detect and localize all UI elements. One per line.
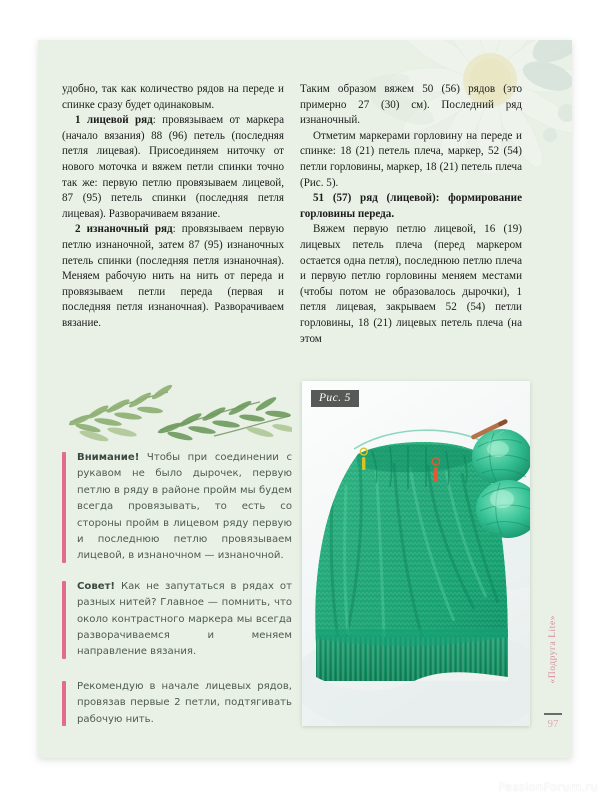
page-number: 97	[547, 718, 559, 730]
paragraph-text: удобно, так как количество рядов на переде и спинке сразу будет одинаковым.	[62, 83, 284, 111]
note-text: Чтобы при соединении с рукавом не было дырочек, первую петлю в ряду в районе пройм мы будем всегда провязывать, то есть со стороны пройм в лицевом ряду первую и последнюю петлю провязываем лицевой, в изнаночном — изнаночной.	[77, 452, 292, 562]
paragraph-lead: 2 изнаночный ряд	[75, 223, 173, 236]
paragraph	[62, 222, 284, 331]
note-lead: Внимание!	[77, 452, 140, 463]
note-text: Как не запутаться в рядах от разных нитей? Главное — помнить, что около контрастного маркера мы всегда разворачиваемся и меняем направление вязания.	[77, 580, 292, 658]
page-number-rule	[544, 713, 562, 715]
paragraph-text: Вяжем первую петлю лицевой, 16 (19) лицевых петель плеча (перед маркером остается одна петля), последнюю петлю плеча и первую петлю горловины меняем местами (чтобы потом не образовалось дырочки), 1 петля лицевая, закрываем 52 (54) петли горловины, 18 (21) лицевых петель плеча (на этом	[300, 223, 522, 345]
paragraph	[300, 82, 522, 129]
magazine-page	[38, 40, 572, 758]
running-head-text: «Подруга Lite»	[548, 614, 558, 684]
photo-image	[302, 381, 530, 726]
paragraph	[62, 82, 284, 113]
note-text: Рекомендую в начале лицевых рядов, провязав первые 2 петли, подтягивать рабочую нить.	[77, 680, 292, 725]
note-attention	[62, 450, 292, 565]
note-lead: Совет!	[77, 580, 116, 592]
note-tip	[62, 579, 292, 661]
watermark: PassionForum.ru	[498, 780, 598, 794]
body-text-column-right	[300, 82, 522, 347]
paragraph-text: Отметим маркерами горловину на переде и спинке: 18 (21) петель плеча, маркер, 52 (54) петли горловины, маркер, 18 (21) петель плеча (Рис. 5).	[300, 129, 522, 189]
paragraph-lead: 1 лицевой ряд	[75, 114, 153, 127]
paragraph-heading	[300, 191, 522, 222]
note-recommendation	[62, 679, 292, 728]
paragraph	[62, 113, 284, 222]
running-head	[543, 593, 563, 705]
paragraph-text: : провязываем от маркера (начало вязания) 88 (96) петель (последняя петля лицевая). Присоединяем ниточку от нового моточка и вяжем петли спинки точно так же: первую петлю провязываем лицевой, 87 (95) петель спинки (последняя петля лицевая). Разворачиваем вязание.	[62, 114, 284, 220]
sidebar-notes	[62, 450, 292, 741]
paragraph	[300, 129, 522, 191]
figure-label: Рис. 5	[311, 390, 359, 407]
paragraph-text: : провязываем первую петлю изнаночной, затем 87 (95) изнаночных петель спинки (последняя петля изнаночная). Меняем рабочую нить на нить от переда и провязываем петли переда (первая и последняя петля изнаночная). Разворачиваем вязание.	[62, 223, 284, 329]
paragraph-text: Таким образом вяжем 50 (56) рядов (это примерно 27 (30) см). Последний ряд изнаночный.	[300, 83, 522, 127]
paragraph	[300, 222, 522, 347]
rosemary-sprig-decoration	[64, 378, 292, 444]
body-text-column-left	[62, 82, 284, 332]
paragraph-lead: 51 (57) ряд (лицевой): формирование горловины переда.	[300, 192, 522, 220]
figure-5-photo	[302, 381, 530, 726]
